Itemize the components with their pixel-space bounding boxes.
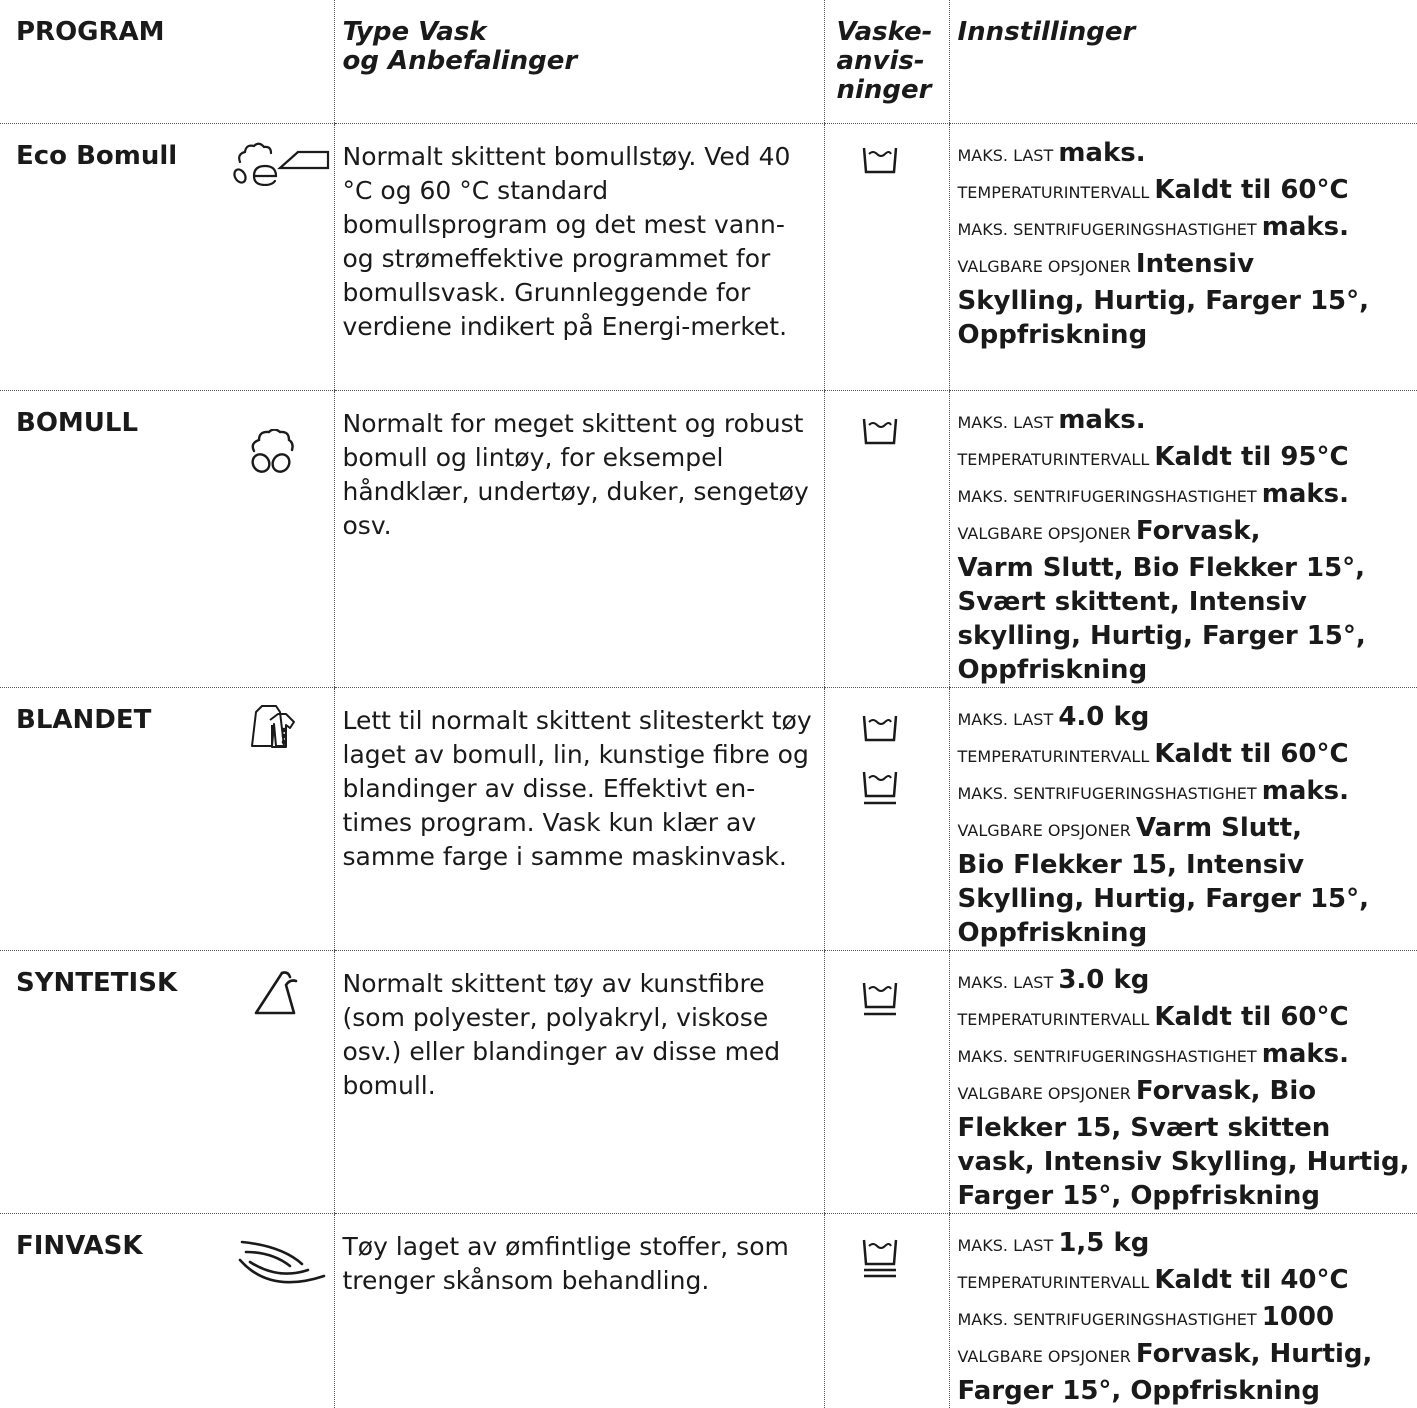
table-row: [0, 123, 1417, 390]
wash-symbol-cell: [824, 950, 949, 1213]
settings-cell: MAKS. LAST maks. TEMPERATURINTERVALL Kaldt til 95°C MAKS. SENTRIFUGERINGSHASTIGHET maks. VALGBARE OPSJONER Forvask, Varm Slutt, Bio Flekker 15°, Svært skittent, Intensiv skylling, Hurtig, Farger 15°, Oppfriskning: [949, 390, 1417, 687]
max-load-value: 1,5 kg: [1058, 1227, 1150, 1258]
options-value-cont: Farger 15°, Oppfriskning: [957, 1375, 1321, 1406]
temp-value: Kaldt til 95°C: [1154, 441, 1349, 472]
wash-tub-very-gentle-icon: [861, 1238, 899, 1280]
options-value: Varm Slutt,: [1135, 812, 1303, 843]
table-row: [0, 390, 1417, 687]
delicate-feather-icon: [236, 1236, 328, 1294]
program-name: BOMULL: [16, 407, 139, 438]
spin-value: maks.: [1261, 775, 1350, 806]
spin-value: maks.: [1261, 478, 1350, 509]
program-description: Normalt skittent tøy av kunstfibre (som polyester, polyakryl, viskose osv.) eller blandinger av disse med bomull.: [334, 950, 824, 1213]
wash-symbol-cell: [824, 687, 949, 950]
program-cell: [0, 950, 334, 1213]
options-value-cont: Bio Flekker 15, Intensiv Skylling, Hurtig, Farger 15°, Oppfriskning: [957, 849, 1370, 948]
wash-tub-gentle-icon: [861, 770, 899, 806]
wash-tub-icon: [861, 417, 899, 447]
wash-symbol-cell: [824, 1213, 949, 1408]
header-row: [0, 0, 1417, 123]
options-value-cont: Flekker 15, Svært skitten vask, Intensiv Skylling, Hurtig, Farger 15°, Oppfriskning: [957, 1112, 1410, 1211]
program-cell: [0, 1213, 334, 1408]
program-cell: [0, 390, 334, 687]
header-wash-instructions: Vaske- anvis- ninger: [824, 0, 949, 123]
program-description: Normalt for meget skittent og robust bomull og lintøy, for eksempel håndklær, undertøy, duker, sengetøy osv.: [334, 390, 824, 687]
settings-cell: MAKS. LAST 1,5 kg TEMPERATURINTERVALL Kaldt til 40°C MAKS. SENTRIFUGERINGSHASTIGHET 1000 VALGBARE OPSJONER Forvask, Hurtig, Farger 15°, Oppfriskning: [949, 1213, 1417, 1408]
header-program: PROGRAM: [0, 0, 334, 123]
cotton-icon: [248, 429, 294, 475]
header-settings: Innstillinger: [949, 0, 1417, 123]
header-type: Type Vask og Anbefalinger: [334, 0, 824, 123]
program-name: BLANDET: [16, 704, 152, 735]
options-value-cont: Skylling, Hurtig, Farger 15°, Oppfriskning: [957, 285, 1370, 350]
settings-cell: MAKS. LAST 4.0 kg TEMPERATURINTERVALL Kaldt til 60°C MAKS. SENTRIFUGERINGSHASTIGHET maks. VALGBARE OPSJONER Varm Slutt, Bio Flekker 15, Intensiv Skylling, Hurtig, Farger 15°, Oppfriskning: [949, 687, 1417, 950]
wash-symbol-cell: [824, 390, 949, 687]
temp-value: Kaldt til 60°C: [1154, 174, 1349, 205]
options-value-cont: Varm Slutt, Bio Flekker 15°, Svært skittent, Intensiv skylling, Hurtig, Farger 15°, Oppfriskning: [957, 552, 1366, 685]
spin-value: 1000: [1261, 1301, 1335, 1332]
temp-value: Kaldt til 60°C: [1154, 738, 1349, 769]
max-load-value: 4.0 kg: [1058, 701, 1150, 732]
eco-cotton-icon: [232, 138, 332, 186]
wash-tub-icon: [861, 714, 899, 744]
wash-tub-gentle-icon: [861, 981, 899, 1017]
settings-cell: MAKS. LAST 3.0 kg TEMPERATURINTERVALL Kaldt til 60°C MAKS. SENTRIFUGERINGSHASTIGHET maks. VALGBARE OPSJONER Forvask, Bio Flekker 15, Svært skitten vask, Intensiv Skylling, Hurtig, Farger 15°, Oppfriskning: [949, 950, 1417, 1213]
wash-tub-icon: [861, 146, 899, 176]
table-row: [0, 1213, 1417, 1408]
program-description: Normalt skittent bomullstøy. Ved 40 °C og 60 °C standard bomullsprogram og det mest vann- og strømeffektive programmet for bomullsvask. Grunnleggende for verdiene indikert på Energi-merket.: [334, 123, 824, 390]
temp-value: Kaldt til 40°C: [1154, 1264, 1349, 1295]
max-load-value: maks.: [1058, 404, 1146, 435]
spin-value: maks.: [1261, 211, 1350, 242]
table-row: [0, 687, 1417, 950]
temp-value: Kaldt til 60°C: [1154, 1001, 1349, 1032]
options-value: Intensiv: [1135, 248, 1255, 279]
synthetic-icon: [252, 967, 298, 1017]
program-name: Eco Bomull: [16, 140, 178, 171]
options-value: Forvask,: [1135, 515, 1261, 546]
program-description: Lett til normalt skittent slitesterkt tøy laget av bomull, lin, kunstige fibre og blandinger av disse. Effektivt en-times program. Vask kun klær av samme farge i samme maskinvask.: [334, 687, 824, 950]
max-load-value: 3.0 kg: [1058, 964, 1150, 995]
settings-cell: MAKS. LAST maks. TEMPERATURINTERVALL Kaldt til 60°C MAKS. SENTRIFUGERINGSHASTIGHET maks. VALGBARE OPSJONER Intensiv Skylling, Hurtig, Farger 15°, Oppfriskning: [949, 123, 1417, 390]
max-load-value: maks.: [1058, 137, 1146, 168]
program-name: FINVASK: [16, 1230, 143, 1261]
table-row: [0, 950, 1417, 1213]
program-description: Tøy laget av ømfintlige stoffer, som trenger skånsom behandling.: [334, 1213, 824, 1408]
program-cell: [0, 123, 334, 390]
options-value: Forvask, Hurtig,: [1135, 1338, 1373, 1369]
wash-symbol-cell: [824, 123, 949, 390]
mixed-clothes-icon: [248, 702, 298, 752]
program-cell: [0, 687, 334, 950]
options-value: Forvask, Bio: [1135, 1075, 1317, 1106]
program-name: SYNTETISK: [16, 967, 178, 998]
spin-value: maks.: [1261, 1038, 1350, 1069]
